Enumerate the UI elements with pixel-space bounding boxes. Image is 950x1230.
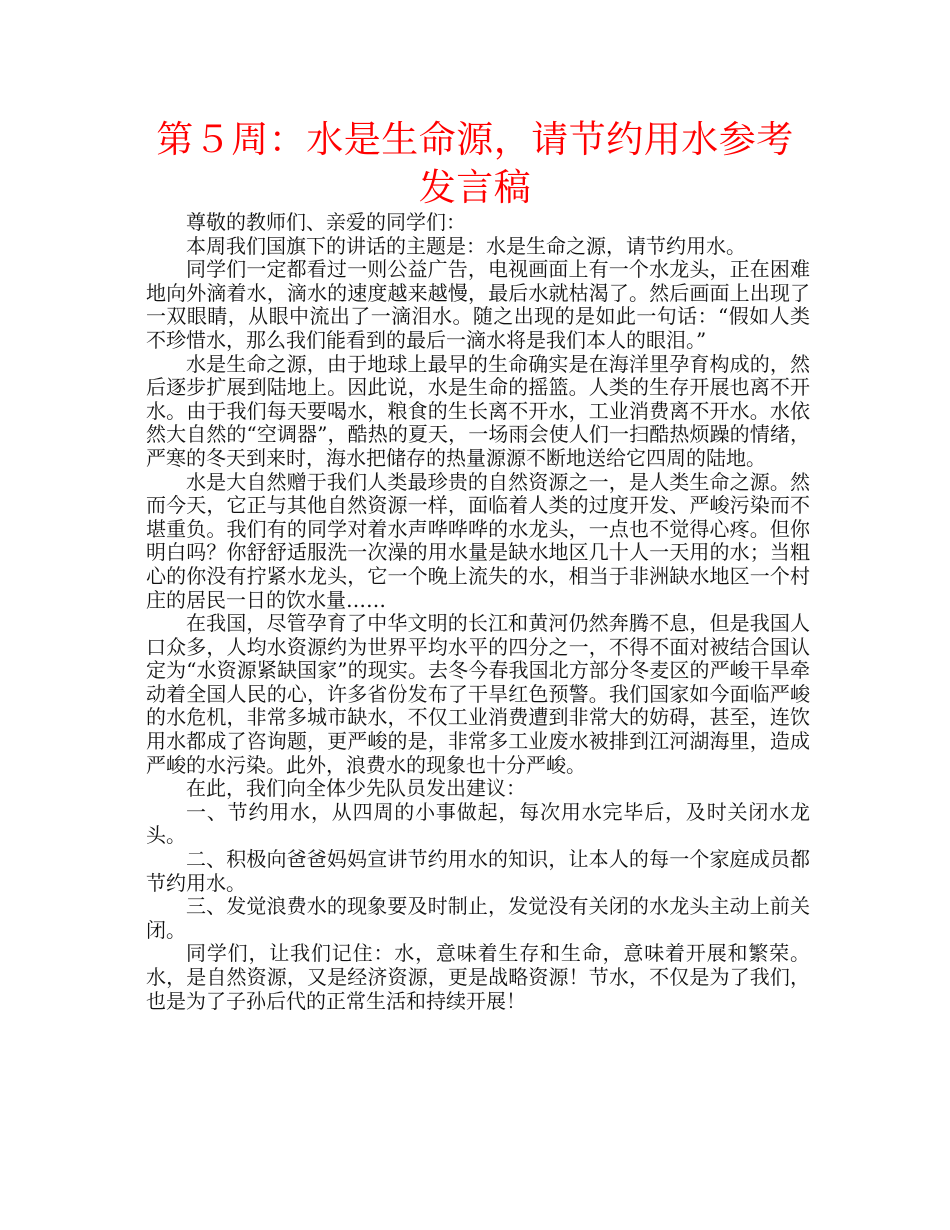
paragraph-proposal-1: 一、节约用水，从四周的小事做起，每次用水完毕后，及时关闭水龙头。: [146, 799, 810, 848]
paragraph-theme: 本周我们国旗下的讲话的主题是：水是生命之源，请节约用水。: [186, 233, 746, 258]
paragraph-proposal-2: 二、积极向爸爸妈妈宣讲节约用水的知识，让本人的每一个家庭成员都节约用水。: [146, 847, 810, 895]
paragraph-source-of-life: 水是生命之源，由于地球上最早的生命确实是在海洋里孕育构成的，然后逐步扩展到陆地上。因此说，水是生命的摇篮。人类的生存开展也离不开水。由于我们每天要喝水，粮食的生长离不开水，工业消费离不开水。水依然大自然的“空调器”，酷热的夏天，一场雨会使人们一扫酷热烦躁的情绪，严寒的冬天到来时，海水把储存的热量源源不断地送给它四周的陆地。: [146, 351, 810, 470]
document-body: [146, 211, 810, 1013]
paragraph-conclusion: 同学们，让我们记住：水，意味着生存和生命，意味着开展和繁荣。水，是自然资源，又是经济资源，更是战略资源！节水，不仅是为了我们，也是为了子孙后代的正常生活和持续开展！: [146, 941, 810, 1013]
paragraph-china-water: 在我国，尽管孕育了中华文明的长江和黄河仍然奔腾不息，但是我国人口众多，人均水资源约为世界平均水平的四分之一，不得不面对被结合国认定为“水资源紧缺国家”的现实。去冬今春我国北方部分冬麦区的严峻干旱牵动着全国人民的心，许多省份发布了干旱红色预警。我们国家如今面临严峻的水危机，非常多城市缺水，不仅工业消费遭到非常大的妨碍，甚至，连饮用水都成了咨询题，更严峻的是，非常多工业废水被排到江河湖海里，造成严峻的水污染。此外，浪费水的现象也十分严峻。: [146, 611, 810, 777]
paragraph-salutation: 尊敬的教师们、亲爱的同学们：: [186, 210, 466, 234]
paragraph-proposal-intro: 在此，我们向全体少先队员发出建议：: [186, 776, 526, 801]
paragraph-proposal-3: 三、发觉浪费水的现象要及时制止，发觉没有关闭的水龙头主动上前关闭。: [146, 894, 810, 942]
paragraph-natural-resource: 水是大自然赠于我们人类最珍贵的自然资源之一，是人类生命之源。然而今天，它正与其他自然资源一样，面临着人类的过度开发、严峻污染而不堪重负。我们有的同学对着水声哗哗哗的水龙头，一点也不觉得心疼。但你明白吗？你舒舒适服洗一次澡的用水量是缺水地区几十人一天用的水；当粗心的你没有拧紧水龙头，它一个晚上流失的水，相当于非洲缺水地区一个村庄的居民一日的饮水量……: [146, 469, 810, 612]
document-title: 第５周：水是生命源，请节约用水参考发言稿: [156, 118, 794, 209]
paragraph-ad: 同学们一定都看过一则公益广告，电视画面上有一个水龙头，正在困难地向外滴着水，滴水的速度越来越慢，最后水就枯渴了。然后画面上出现了一双眼睛，从眼中流出了一滴泪水。随之出现的是如此一句话：“假如人类不珍惜水，那么我们能看到的最后一滴水将是我们本人的眼泪。”: [146, 257, 810, 352]
